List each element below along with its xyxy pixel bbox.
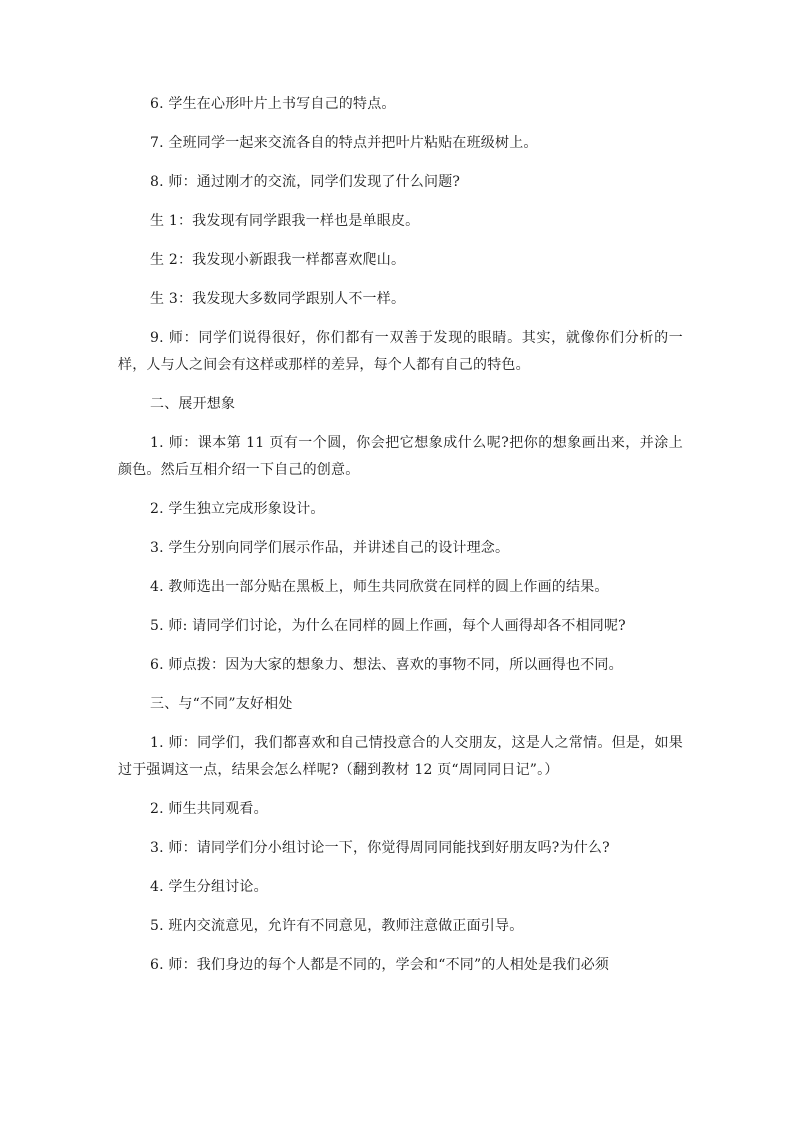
section-heading-get-along: 三、与“不同”友好相处: [150, 696, 293, 712]
paragraph-step-7-share-traits: 7. 全班同学一起来交流各自的特点并把叶片粘贴在班级树上。: [150, 135, 538, 151]
paragraph-get-along-step-5: 5. 班内交流意见，允许有不同意见，教师注意做正面引导。: [150, 918, 524, 934]
paragraph-imagination-step-5: 5. 师: 请同学们讨论，为什么在同样的圆上作画，每个人画得却各不相同呢?: [150, 618, 626, 634]
paragraph-imagination-step-3: 3. 学生分别向同学们展示作品，并讲述自己的设计理念。: [150, 540, 510, 556]
paragraph-get-along-step-4: 4. 学生分组讨论。: [150, 879, 268, 895]
paragraph-imagination-step-2: 2. 学生独立完成形象设计。: [150, 501, 325, 517]
paragraph-imagination-step-6: 6. 师点拨：因为大家的想象力、想法、喜欢的事物不同，所以画得也不同。: [150, 657, 623, 673]
paragraph-get-along-step-3: 3. 师：请同学们分小组讨论一下，你觉得周同同能找到好朋友吗?为什么?: [150, 840, 610, 856]
paragraph-step-6-write-traits: 6. 学生在心形叶片上书写自己的特点。: [150, 96, 396, 112]
document-body: [118, 95, 683, 995]
paragraph-get-along-step-1: 1. 师：同学们，我们都喜欢和自己情投意合的人交朋友，这是人之常情。但是，如果过于强调这一点，结果会怎么样呢?（翻到教材 12 页“周同同日记”。）: [118, 735, 683, 778]
paragraph-student-2-answer: 生 2：我发现小新跟我一样都喜欢爬山。: [150, 252, 406, 268]
paragraph-get-along-step-2: 2. 师生共同观看。: [150, 801, 268, 817]
paragraph-student-1-answer: 生 1：我发现有同学跟我一样也是单眼皮。: [150, 213, 420, 229]
paragraph-student-3-answer: 生 3：我发现大多数同学跟别人不一样。: [150, 291, 406, 307]
paragraph-imagination-step-1: 1. 师：课本第 11 页有一个圆，你会把它想象成什么呢?把你的想象画出来，并涂上颜色。然后互相介绍一下自己的创意。: [118, 435, 683, 478]
section-heading-imagination: 二、展开想象: [150, 396, 236, 412]
paragraph-imagination-step-4: 4. 教师选出一部分贴在黑板上，师生共同欣赏在同样的圆上作画的结果。: [150, 579, 609, 595]
paragraph-get-along-step-6: 6. 师：我们身边的每个人都是不同的，学会和“不同”的人相处是我们必须: [150, 957, 610, 973]
paragraph-step-9-teacher-summary: 9. 师：同学们说得很好，你们都有一双善于发现的眼睛。其实，就像你们分析的一样，人与人之间会有这样或那样的差异，每个人都有自己的特色。: [118, 330, 683, 373]
paragraph-step-8-teacher-question: 8. 师：通过刚才的交流，同学们发现了什么问题?: [150, 174, 461, 190]
